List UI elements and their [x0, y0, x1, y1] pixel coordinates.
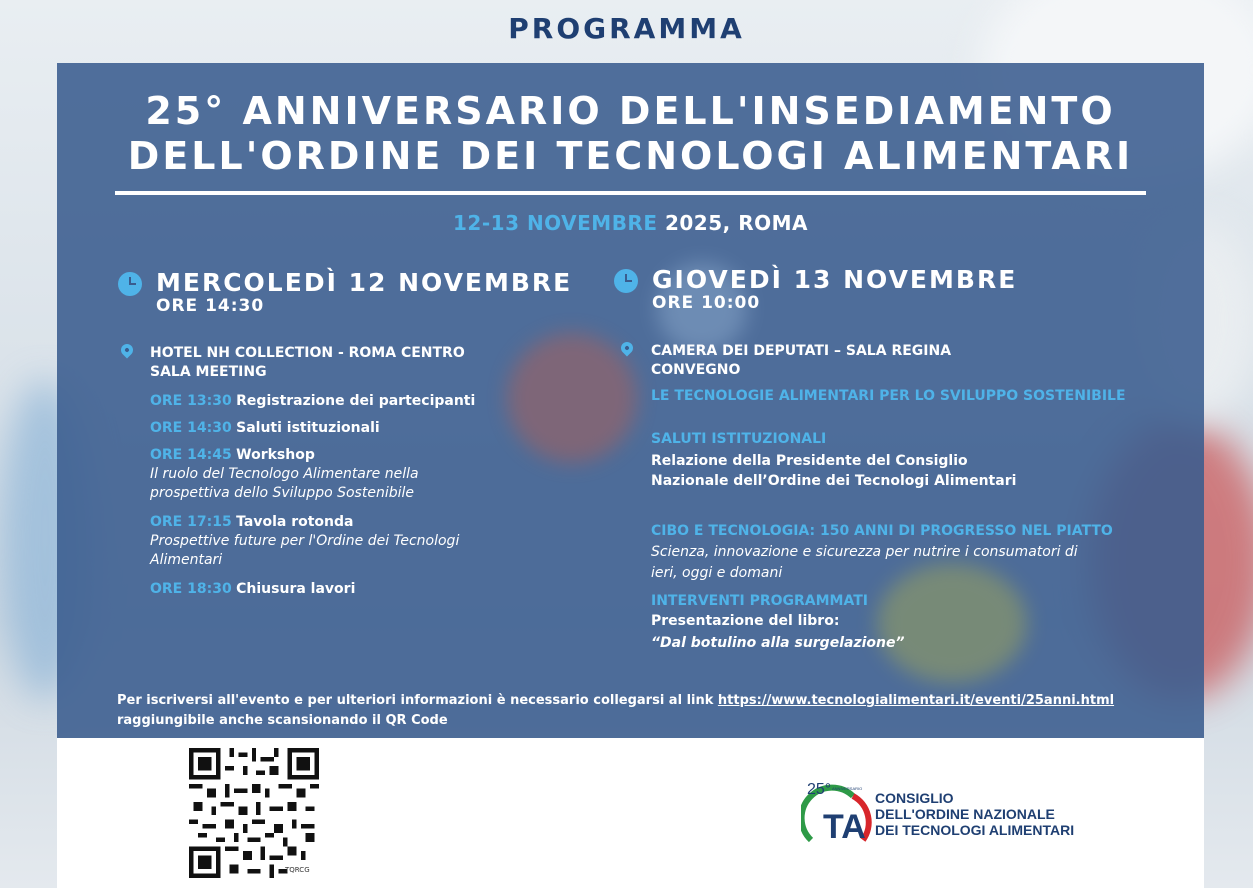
day2-theme: LE TECNOLOGIE ALIMENTARI PER LO SVILUPPO SOSTENIBILE [651, 388, 1126, 404]
day1-title: MERCOLEDÌ 12 NOVEMBRE [156, 268, 573, 297]
logo-badge-word: ANNIVERSARIO [832, 786, 863, 791]
day2-type: CONVEGNO [651, 362, 741, 378]
section-text: Scienza, innovazione e sicurezza per nutrire i consumatori di [651, 544, 1078, 560]
day2-title: GIOVEDÌ 13 NOVEMBRE [652, 265, 1018, 294]
page-title: PROGRAMMA [508, 12, 745, 45]
schedule-item: ORE 18:30 Chiusura lavori [150, 581, 356, 597]
location-pin-icon [119, 342, 136, 359]
schedule-item: ORE 13:30 Registrazione dei partecipanti [150, 393, 476, 409]
day1-room: SALA MEETING [150, 364, 267, 380]
section-title: INTERVENTI PROGRAMMATI [651, 593, 868, 609]
location-pin-icon [619, 340, 636, 357]
day1-venue: HOTEL NH COLLECTION - ROMA CENTRO [150, 345, 465, 361]
registration-link[interactable]: https://www.tecnologialimentari.it/eventi/25anni.html [717, 693, 1115, 708]
logo-badge-number: 25° [807, 781, 832, 798]
schedule-item: ORE 17:15 Tavola rotonda [150, 514, 354, 530]
section-text: Presentazione del libro: [651, 613, 840, 629]
qr-code[interactable] [189, 748, 319, 878]
clock-icon [118, 272, 142, 296]
day2-venue: CAMERA DEI DEPUTATI – SALA REGINA [651, 343, 952, 359]
bottom-bar [57, 738, 1204, 888]
schedule-item: ORE 14:30 Saluti istituzionali [150, 420, 380, 436]
qr-generator-tag: TQRCG [285, 866, 310, 874]
logo-text: CONSIGLIO DELL'ORDINE NAZIONALE DEI TECNOLOGI ALIMENTARI [875, 790, 1075, 838]
schedule-item-detail: Prospettive future per l'Ordine dei Tecnologi [150, 533, 460, 549]
clock-icon [614, 269, 638, 293]
day2-time: ORE 10:00 [652, 293, 761, 313]
schedule-item-detail: prospettiva dello Sviluppo Sostenibile [150, 485, 414, 501]
title-divider [115, 191, 1146, 195]
section-title: SALUTI ISTITUZIONALI [651, 431, 827, 447]
logo-mark: TA [823, 808, 866, 846]
schedule-item-detail: Alimentari [150, 552, 223, 568]
registration-note: Per iscriversi all'evento e per ulteriori informazioni è necessario collegarsi al link https://www.tecnologialimentari.it/eventi/25anni.html raggiungibile anche scansionando il QR Code [117, 693, 1115, 728]
section-title: CIBO E TECNOLOGIA: 150 ANNI DI PROGRESSO NEL PIATTO [651, 523, 1113, 539]
event-date: 12-13 NOVEMBRE 2025, ROMA [453, 211, 808, 235]
schedule-item-detail: Il ruolo del Tecnologo Alimentare nella [150, 466, 419, 482]
day1-time: ORE 14:30 [156, 296, 265, 316]
book-title: “Dal botulino alla surgelazione” [651, 635, 905, 651]
schedule-item: ORE 14:45 Workshop [150, 447, 315, 463]
section-text: Nazionale dell’Ordine dei Tecnologi Alimentari [651, 473, 1017, 489]
program-panel [57, 63, 1204, 738]
section-text: Relazione della Presidente del Consiglio [651, 453, 968, 469]
event-title: 25° ANNIVERSARIO DELL'INSEDIAMENTO DELL'ORDINE DEI TECNOLOGI ALIMENTARI [127, 89, 1134, 178]
section-text: ieri, oggi e domani [651, 565, 783, 581]
